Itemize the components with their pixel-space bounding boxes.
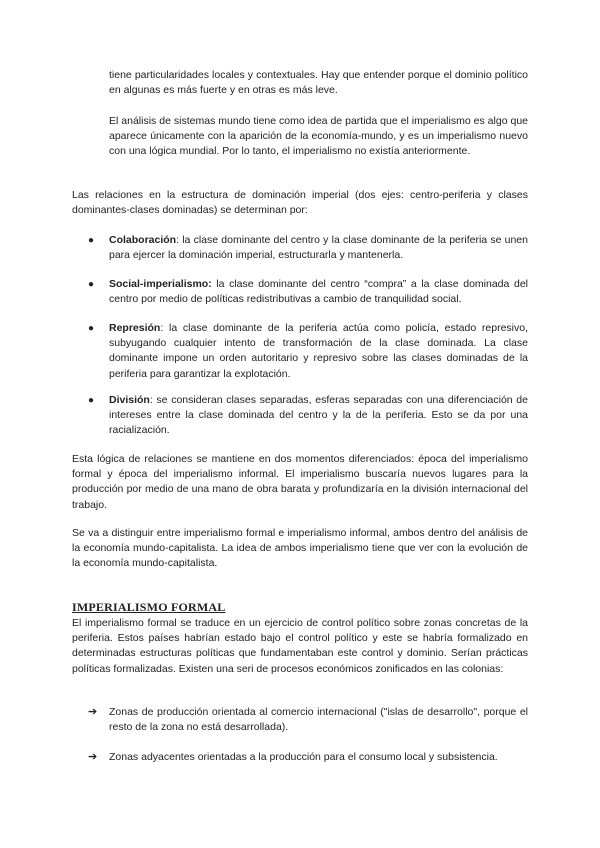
arrow-right-icon: ➔ <box>88 751 98 763</box>
bullet-icon: ● <box>88 279 95 290</box>
intro-paragraph-1: tiene particularidades locales y contextuales. Hay que entender porque el dominio político en algunas es más fuerte y en otras es más leve. <box>109 69 528 97</box>
logic-paragraph: Esta lógica de relaciones se mantiene en dos momentos diferenciados: época del imperialismo formal y época del imperialismo informal. El imperialismo buscaría nuevos lugares para la producción por medio de una mano de obra barata y profundizaría en la división internacional del trabajo. <box>72 453 528 511</box>
document-page: tiene particularidades locales y contextuales. Hay que entender porque el dominio político en algunas es más fuerte y en otras es más leve. El análisis de sistemas mundo tiene como idea de partida que el imperialismo es algo que aparece únicamente con la aparición de la economía-mundo, y es un imperialismo nuevo con una lógica mundial. Por lo tanto, el imperialismo no existía anteriormente. Las relaciones en la estructura de dominación imperial (dos ejes: centro-periferia y clases dominantes-clases dominadas) se determinan por: ● Colaboración: la clase dominante del centro y la clase dominante de la periferia se unen para ejercer la dominación imperial, estructurarla y mantenerla. ● Social-imperialismo: la clase dominante del centro “compra” a la clase dominada del centro por medio de políticas redistributivas a cambio de tranquilidad social. ● Represión: la clase dominante de la periferia actúa como policía, estado represivo, subyugando cualquier intento de transformación de la clase dominada. La clase dominante impone un orden autoritario y represivo sobre las clases dominadas de la periferia para garantizar la explotación. ● División: se consideran clases separadas, esferas separadas con una diferenciación de intereses entre la clase dominada del centro y la de la periferia. Esto se da por una racialización. Esta lógica de relaciones se mantiene en dos momentos diferenciados: época del imperialismo formal y época del imperialismo informal. El imperialismo buscaría nuevos lugares para la producción por medio de una mano de obra barata y profundizaría en la división internacional del trabajo. Se va a distinguir entre imperialismo formal e imperialismo informal, ambos dentro del análisis de la economía mundo-capitalista. La idea de ambos imperialismo tiene que ver con la evolución de la economía mundo-capitalista. IMPERIALISMO FORMAL El imperialismo formal se traduce en un ejercicio de control político sobre zonas concretas de la periferia. Estos países habrían estado bajo el control político y este se habría formalizado en determinadas estructuras políticas que fundamentaban este control y dominio. Serían prácticas políticas formalizadas. Existen una seri de procesos económicos zonificados en las colonias: ➔ Zonas de producción orientada al comercio internacional ("islas de desarrollo", porque el resto de la zona no está desarrollada). ➔ Zonas adyacentes orientadas a la producción para el consumo local y subsistencia. <box>0 0 600 848</box>
bullet-text: la clase dominante del centro y la clase dominante de la periferia se unen para ejercer la dominación imperial, estructurarla y mantenerla. <box>109 234 528 262</box>
bullet-term: Represión <box>109 322 161 334</box>
arrow-item-text: Zonas de producción orientada al comercio internacional ("islas de desarrollo", porque el resto de la zona no está desarrollada). <box>109 706 528 734</box>
bullet-text: se consideran clases separadas, esferas separadas con una diferenciación de intereses entre la clase dominada del centro y la de la periferia. Esto se da por una racialización. <box>109 394 528 437</box>
bullet-icon: ● <box>88 235 95 246</box>
bullet-icon: ● <box>88 395 95 406</box>
relations-intro-paragraph: Las relaciones en la estructura de dominación imperial (dos ejes: centro-periferia y clases dominantes-clases dominadas) se determinan por: <box>72 189 528 217</box>
intro-paragraph-2: El análisis de sistemas mundo tiene como idea de partida que el imperialismo es algo que aparece únicamente con la aparición de la economía-mundo, y es un imperialismo nuevo con una lógica mundial. Por lo tanto, el imperialismo no existía anteriormente. <box>109 115 528 158</box>
bullet-text: la clase dominante de la periferia actúa como policía, estado represivo, subyugando cualquier intento de transformación de la clase dominada. La clase dominante impone un orden autoritario y represivo sobre las clases dominadas de la periferia para garantizar la explotación. <box>109 322 528 380</box>
bullet-term: Colaboración <box>109 234 177 246</box>
bullet-icon: ● <box>88 323 95 334</box>
bullet-term: División <box>109 394 150 406</box>
arrow-item-text: Zonas adyacentes orientadas a la producción para el consumo local y subsistencia. <box>109 751 498 763</box>
distinguish-paragraph: Se va a distinguir entre imperialismo formal e imperialismo informal, ambos dentro del análisis de la economía mundo-capitalista. La idea de ambos imperialismo tiene que ver con la evolución de la economía mundo-capitalista. <box>72 527 528 570</box>
formal-paragraph: El imperialismo formal se traduce en un ejercicio de control político sobre zonas concretas de la periferia. Estos países habrían estado bajo el control político y este se habría formalizado en determinadas estructuras políticas que fundamentaban este control y dominio. Serían prácticas políticas formalizadas. Existen una seri de procesos económicos zonificados en las colonias: <box>72 617 528 675</box>
bullet-term: Social-imperialismo: <box>109 278 212 290</box>
arrow-right-icon: ➔ <box>88 706 98 718</box>
bullet-text: la clase dominante del centro “compra” a la clase dominada del centro por medio de políticas redistributivas a cambio de tranquilidad social. <box>109 278 528 306</box>
section-heading: IMPERIALISMO FORMAL <box>72 600 226 614</box>
